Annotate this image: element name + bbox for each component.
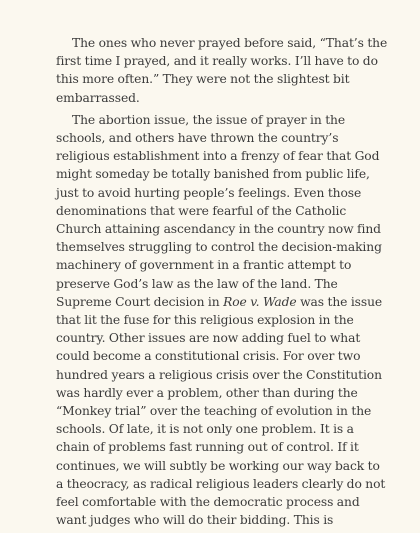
text-line-roe-v-wade bbox=[56, 293, 400, 311]
text-line: The ones who never prayed before said, “That’s the bbox=[72, 36, 388, 50]
text-segment: Supreme Court decision in bbox=[56, 294, 224, 309]
text-line: embarrassed. bbox=[56, 90, 140, 105]
text-line: religious establishment into a frenzy of fear that God bbox=[56, 149, 380, 164]
text-line: want judges who will do their bidding. This is bbox=[56, 513, 334, 528]
text-line: just to avoid hurting people’s feelings. Even those bbox=[56, 185, 362, 200]
text-line: themselves struggling to control the decision-making bbox=[56, 240, 382, 255]
text-line: schools. Of late, it is not only one problem. It is a bbox=[56, 422, 354, 437]
text-line: continues, we will subtly be working our way back to bbox=[56, 458, 380, 473]
text-line: machinery of government in a frantic attempt to bbox=[56, 258, 352, 273]
text-line: that lit the fuse for this religious explosion in the bbox=[56, 313, 354, 328]
text-line: this more often.” They were not the slightest bit bbox=[56, 72, 350, 87]
text-line: denominations that were fearful of the Catholic bbox=[56, 203, 347, 218]
text-line: feel comfortable with the democratic process and bbox=[56, 495, 360, 510]
text-line: Church attaining ascendancy in the country now find bbox=[56, 222, 381, 237]
text-line: could become a constitutional crisis. For over two bbox=[56, 349, 361, 364]
text-line: “Monkey trial” over the teaching of evolution in the bbox=[56, 404, 372, 419]
text-line: first time I prayed, and it really works. I’ll have to do bbox=[56, 54, 378, 69]
paragraph-prayer bbox=[56, 34, 400, 107]
text-line: a theocracy, as radical religious leaders clearly do not bbox=[56, 476, 386, 491]
paragraph-abortion-issue bbox=[56, 111, 400, 530]
text-line: country. Other issues are now adding fuel to what bbox=[56, 331, 361, 346]
text-line: preserve God’s law as the law of the land. The bbox=[56, 276, 338, 291]
text-line: schools, and others have thrown the country’s bbox=[56, 131, 339, 146]
text-segment: was the issue bbox=[296, 294, 383, 309]
text-line: chain of problems fast running out of control. If it bbox=[56, 440, 359, 455]
text-line: might someday be totally banished from public life, bbox=[56, 167, 370, 182]
text-line: hundred years a religious crisis over the Constitution bbox=[56, 367, 382, 382]
text-line: was hardly ever a problem, other than during the bbox=[56, 385, 358, 400]
text-line: The abortion issue, the issue of prayer in the bbox=[72, 112, 346, 127]
case-name-italic: Roe v. Wade bbox=[223, 294, 297, 309]
